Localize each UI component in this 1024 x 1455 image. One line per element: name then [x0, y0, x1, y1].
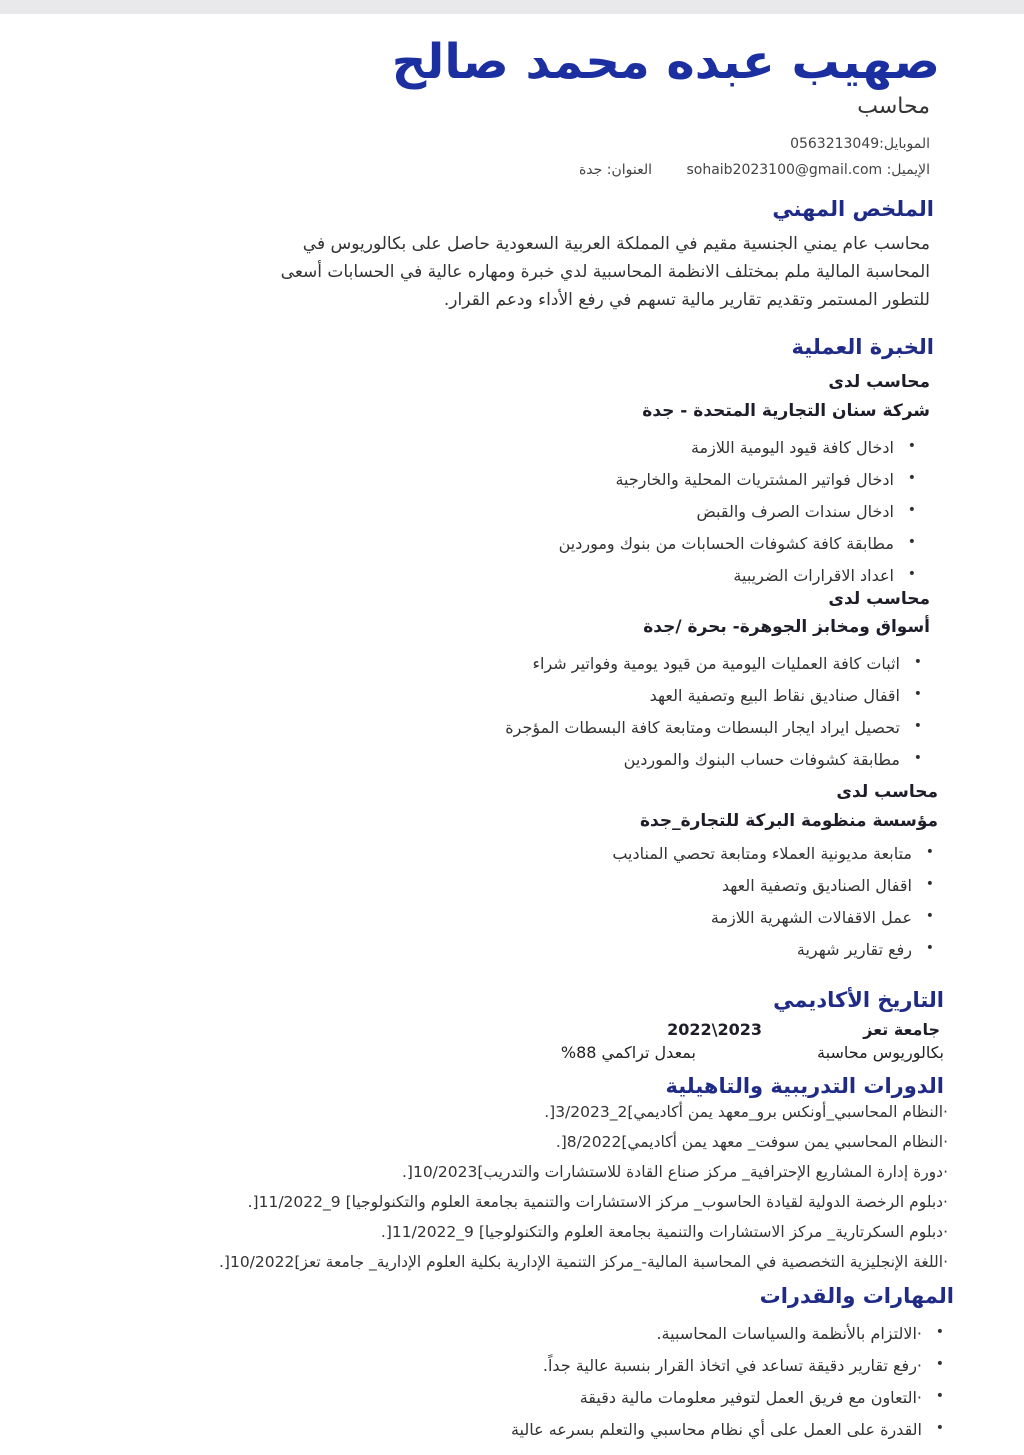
job3-role: محاسب لدى: [836, 782, 938, 802]
university-name: جامعة تعز: [863, 1020, 940, 1039]
list-item: • ادخال كافة قيود اليومية اللازمة: [559, 438, 920, 470]
skills-list: [511, 1324, 948, 1452]
list-item: • القدرة على العمل على أي نظام محاسبي والتعلم بسرعه عالية: [511, 1420, 948, 1452]
course-item: ·دبلوم السكرتارية_ مركز الاستشارات والتنمية بجامعة العلوم والتكنولوجيا] 9_11/2022[.: [380, 1223, 948, 1241]
list-item: • اقفال صناديق نقاط البيع وتصفية العهد: [505, 686, 926, 718]
list-item: • ادخال فواتير المشتريات المحلية والخارجية: [559, 470, 920, 502]
list-item: • ·رفع تقارير دقيقة تساعد في اتخاذ القرار بنسبة عالية جداً.: [511, 1356, 948, 1388]
list-item: • عمل الاقفالات الشهرية اللازمة: [612, 908, 938, 940]
course-item: ·دورة إدارة المشاريع الإحترافية_ مركز صناع القادة للاستشارات والتدريب]10/2023[.: [401, 1163, 948, 1181]
list-item: • تحصيل ايراد ايجار البسطات ومتابعة كافة البسطات المؤجرة: [505, 718, 926, 750]
job1-duties: [559, 438, 920, 588]
job1-role: محاسب لدى: [828, 372, 930, 392]
job3-duties: [612, 844, 938, 972]
summary-line-1: محاسب عام يمني الجنسية مقيم في المملكة العربية السعودية حاصل على بكالوريوس في: [302, 234, 930, 254]
education-heading: التاريخ الأكاديمي: [773, 988, 944, 1012]
job3-company: مؤسسة منظومة البركة للتجارة_جدة: [639, 811, 938, 831]
list-item: • مطابقة كافة كشوفات الحسابات من بنوك وموردين: [559, 534, 920, 566]
email-address[interactable]: الإيميل: sohaib2023100@gmail.com: [686, 162, 930, 178]
course-item: ·اللغة الإنجليزية التخصصية في المحاسبة المالية-_مركز التنمية الإدارية بكلية العلوم الإدارية_ جامعة تعز]10/2022[.: [218, 1253, 948, 1271]
job2-company: أسواق ومخابز الجوهرة- بحرة /جدة: [643, 617, 930, 637]
gpa: بمعدل تراكمي 88%: [560, 1043, 696, 1062]
list-item: • ادخال سندات الصرف والقبض: [559, 502, 920, 534]
address: العنوان: جدة: [578, 162, 652, 178]
list-item: • ·التعاون مع فريق العمل لتوفير معلومات مالية دقيقة: [511, 1388, 948, 1420]
skills-heading: المهارات والقدرات: [759, 1284, 954, 1308]
list-item: • مطابقة كشوفات حساب البنوك والموردين: [505, 750, 926, 782]
list-item: • اقفال الصناديق وتصفية العهد: [612, 876, 938, 908]
job1-company: شركة سنان التجارية المتحدة - جدة: [642, 401, 930, 421]
mobile-number: الموبايل:0563213049: [790, 136, 930, 152]
list-item: • رفع تقارير شهرية: [612, 940, 938, 972]
summary-line-2: المحاسبة المالية ملم بمختلف الانظمة المحاسبية لدي خبرة ومهاره عالية في الحسابات أسعى: [280, 262, 930, 282]
job2-duties: [505, 654, 926, 782]
courses-heading: الدورات التدريبية والتاهيلية: [665, 1074, 944, 1098]
study-years: 2022\2023: [667, 1020, 762, 1039]
course-item: ·دبلوم الرخصة الدولية لقيادة الحاسوب_ مركز الاستشارات والتنمية بجامعة العلوم والتكنولوجيا] 9_11/2022[.: [247, 1193, 948, 1211]
list-item: • ·الالتزام بالأنظمة والسياسات المحاسبية.: [511, 1324, 948, 1356]
experience-heading: الخبرة العملية: [791, 335, 934, 359]
degree: بكالوريوس محاسبة: [817, 1043, 944, 1062]
summary-heading: الملخص المهني: [772, 197, 934, 221]
list-item: • اثبات كافة العمليات اليومية من قيود يومية وفواتير شراء: [505, 654, 926, 686]
course-item: ·النظام المحاسبي يمن سوفت_ معهد يمن أكاديمي]8/2022[.: [555, 1133, 948, 1151]
resume-page: [0, 14, 1024, 1455]
candidate-name: صهيب عبده محمد صالح: [391, 34, 940, 90]
job-title: محاسب: [857, 94, 930, 119]
course-item: ·النظام المحاسبي_أونكس برو_معهد يمن أكاديمي]2_3/2023[.: [544, 1103, 948, 1121]
list-item: • اعداد الاقرارات الضريبية: [559, 566, 920, 588]
summary-line-3: للتطور المستمر وتقديم تقارير مالية تسهم في رفع الأداء ودعم القرار.: [443, 290, 930, 310]
job2-role: محاسب لدى: [828, 589, 930, 609]
list-item: • متابعة مديونية العملاء ومتابعة تحصي المناديب: [612, 844, 938, 876]
